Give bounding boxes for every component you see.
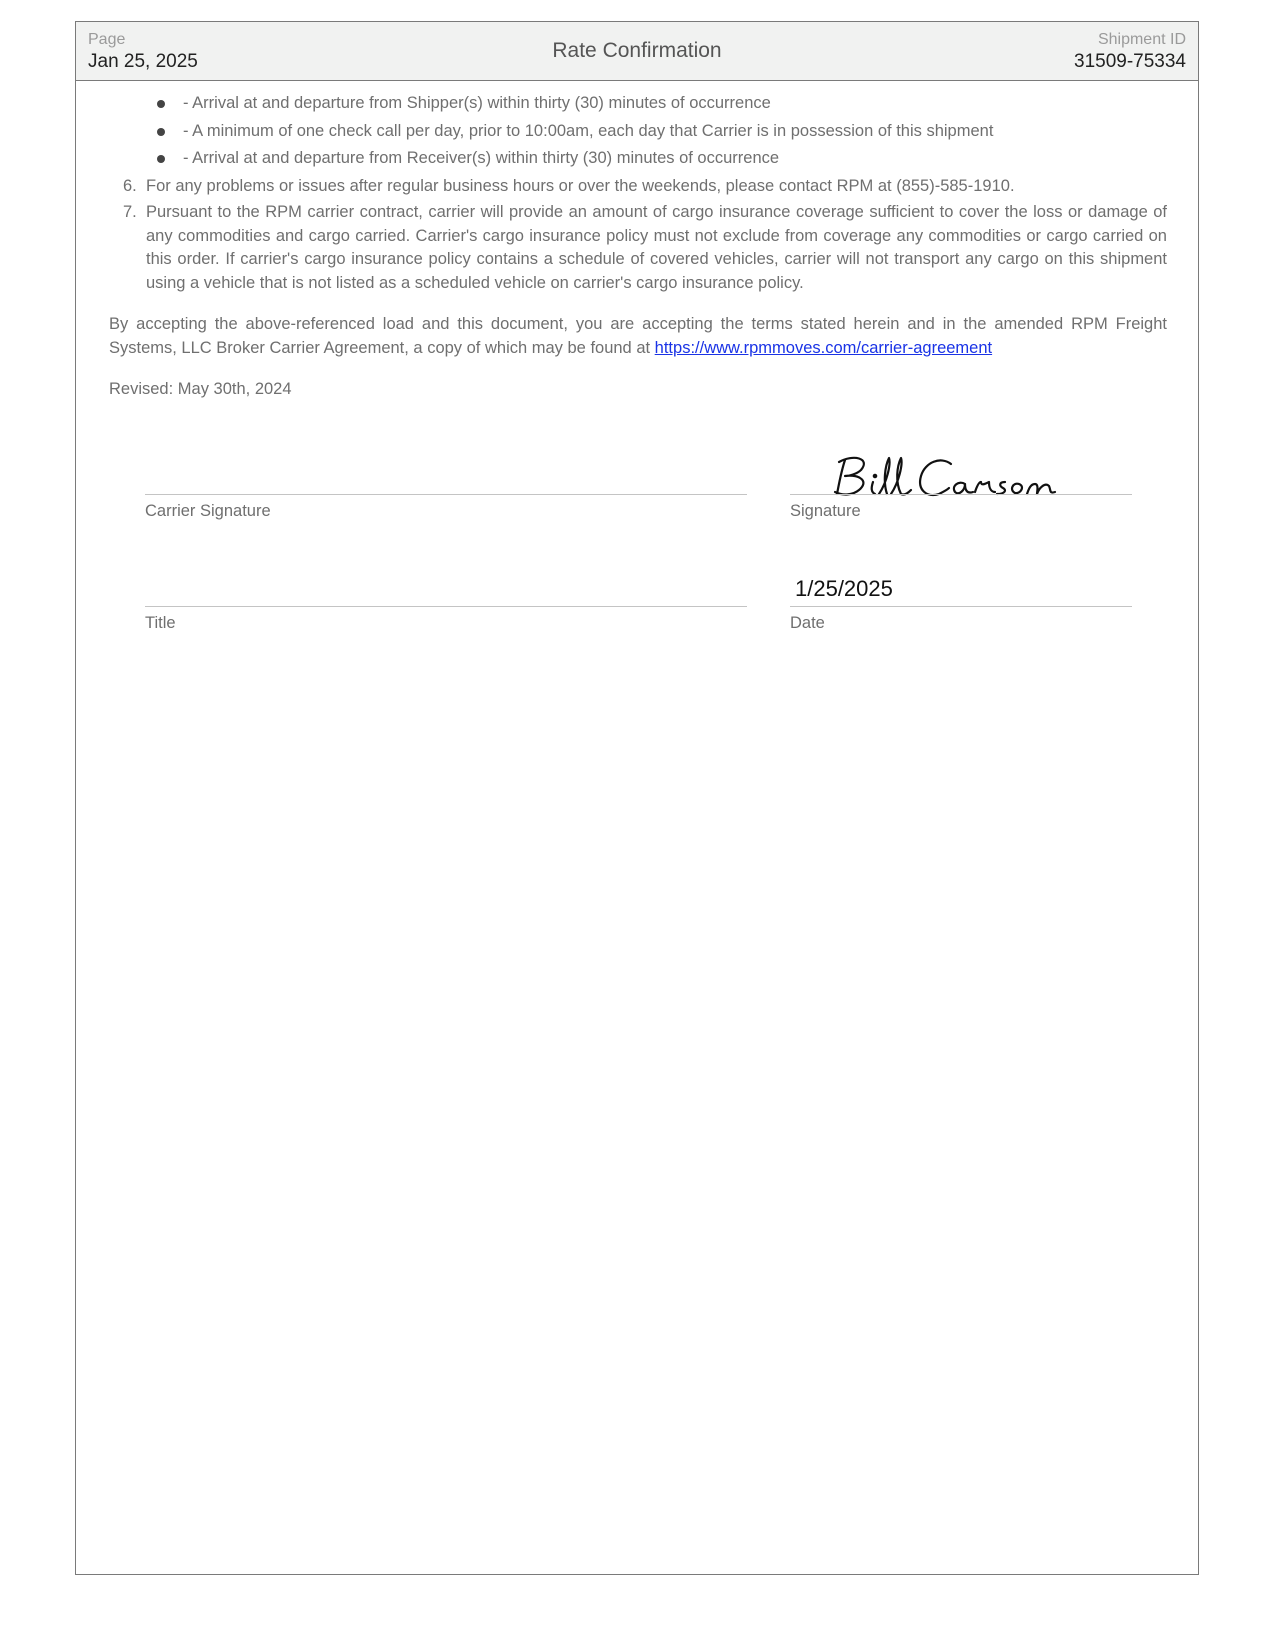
carrier-signature-line[interactable] bbox=[145, 494, 747, 495]
carrier-agreement-link[interactable]: https://www.rpmmoves.com/carrier-agreement bbox=[654, 338, 993, 357]
signature-image bbox=[831, 452, 1101, 512]
bullet-icon bbox=[157, 155, 165, 163]
list-item-text: - A minimum of one check call per day, prior to 10:00am, each day that Carrier is in possession of this shipment bbox=[183, 121, 994, 140]
bullet-icon bbox=[157, 128, 165, 136]
shipment-id-value: 31509-75334 bbox=[1074, 51, 1186, 72]
signature-line bbox=[790, 494, 1132, 495]
terms-content bbox=[109, 92, 1167, 402]
term-item bbox=[109, 201, 1167, 295]
page-label: Page bbox=[88, 31, 126, 48]
term-text: For any problems or issues after regular business hours or over the weekends, please contact RPM at (855)-585-1910. bbox=[146, 176, 1015, 195]
shipment-id-label: Shipment ID bbox=[1097, 31, 1186, 48]
list-item bbox=[157, 147, 1167, 171]
term-number: 7. bbox=[123, 203, 137, 221]
title-line[interactable] bbox=[145, 606, 747, 607]
header-right bbox=[1074, 30, 1186, 75]
bullet-icon bbox=[157, 100, 165, 108]
header-date: Jan 25, 2025 bbox=[88, 51, 198, 72]
revised-date: Revised: May 30th, 2024 bbox=[109, 380, 292, 398]
list-item-text: - Arrival at and departure from Shipper(s) within thirty (30) minutes of occurrence bbox=[183, 94, 771, 112]
check-call-list bbox=[109, 92, 1167, 171]
term-number: 6. bbox=[123, 176, 137, 195]
date-value: 1/25/2025 bbox=[795, 576, 893, 601]
term-item bbox=[109, 175, 1167, 199]
page-header bbox=[76, 22, 1198, 81]
date-line bbox=[790, 606, 1132, 607]
terms-list bbox=[109, 175, 1167, 296]
signature-label: Signature bbox=[790, 502, 861, 520]
carrier-signature-label: Carrier Signature bbox=[145, 502, 271, 520]
term-text: Pursuant to the RPM carrier contract, carrier will provide an amount of cargo insurance coverage sufficient to cover the loss or damage of any commodities and cargo carried. Carrier's cargo insurance policy must not exclude from coverage any commodities or cargo carried on this order. If carrier's cargo insurance policy contains a schedule of covered vehicles, carrier will not transport any cargo on this shipment using a vehicle that is not listed as a scheduled vehicle on carrier's cargo insurance policy. bbox=[146, 203, 1167, 292]
date-label: Date bbox=[790, 614, 825, 632]
agreement-text: By accepting the above-referenced load and this document, you are accepting the terms stated herein and in the amended RPM Freight Systems, LLC Broker Carrier Agreement, a copy of which may be found at bbox=[109, 315, 1167, 357]
document-page bbox=[75, 21, 1199, 1575]
agreement-paragraph bbox=[109, 313, 1167, 360]
list-item bbox=[157, 92, 1167, 116]
document-title: Rate Confirmation bbox=[552, 39, 722, 62]
title-label: Title bbox=[145, 614, 176, 632]
list-item-text: - Arrival at and departure from Receiver(s) within thirty (30) minutes of occurrence bbox=[183, 149, 780, 167]
list-item bbox=[157, 120, 1167, 144]
